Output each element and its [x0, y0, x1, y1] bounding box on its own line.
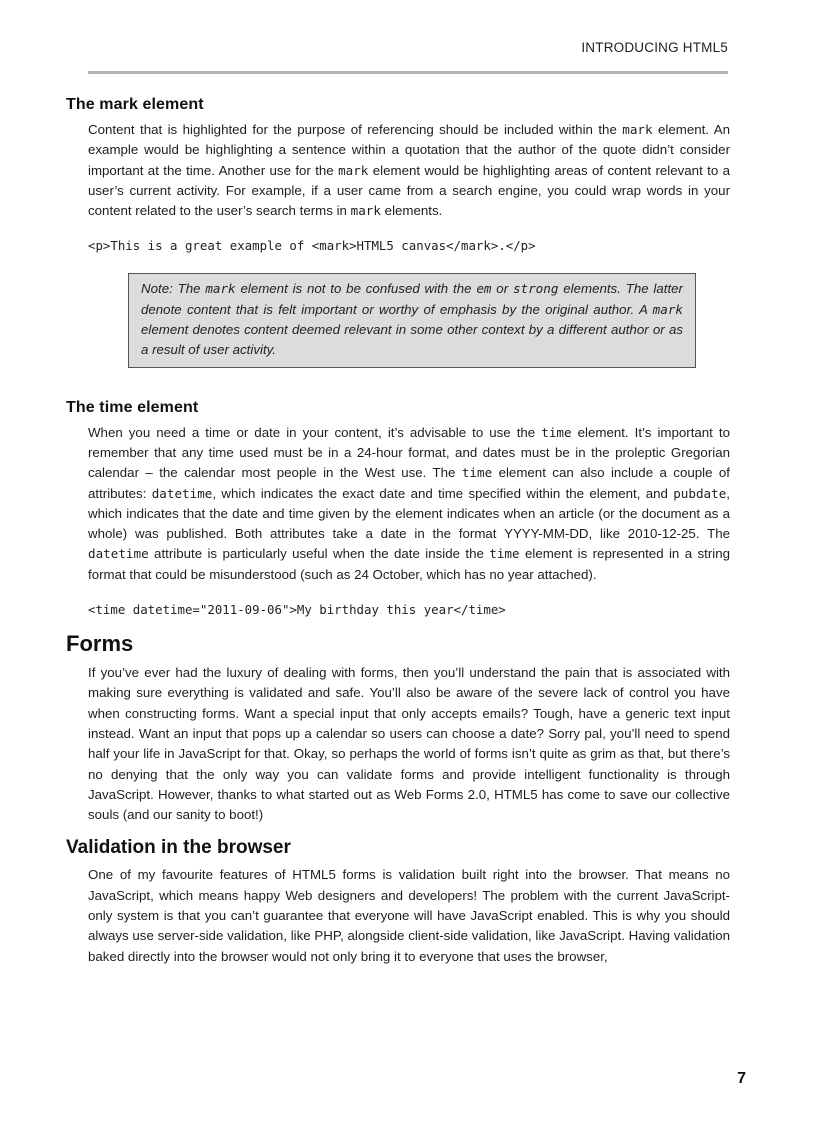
- text-run: element. An example would be highlighting a sentence within a quotation that the author of the quote didn’t consider important at the time. Another use for the: [88, 122, 730, 178]
- inline-code-mark: mark: [652, 301, 683, 317]
- time-element-section: [66, 399, 730, 617]
- text-run: , which indicates that the date and time given by the element indicates when an article (or the document as a whole) was published. Both attributes take a date in the format YYYY-MM-DD, like 2010-12-25. The: [88, 485, 730, 542]
- inline-code-mark: mark: [622, 122, 653, 137]
- mark-code-example: <p>This is a great example of <mark>HTML5 canvas</mark>.</p>: [88, 238, 536, 254]
- inline-code-mark: mark: [350, 203, 381, 219]
- page-content: [66, 96, 730, 967]
- text-run: elements. The latter denote content that is felt important or worthy of emphasis by the original author. A: [141, 281, 683, 317]
- text-run: attribute is particularly useful when the date inside the: [148, 546, 490, 562]
- inline-code-datetime: datetime: [151, 485, 213, 501]
- validation-paragraph: One of my favourite features of HTML5 forms is validation built right into the browser. That means no JavaScript, which means happy Web designers and developers! The problem with the current JavaScript-only system is that you can’t guarantee that everyone will have JavaScript enabled. This is why you should always use server-side validation, like PHP, alongside client-side validation, like JavaScript. Having validation baked directly into the browser would not only bring it to everyone that uses the browser,: [88, 867, 730, 964]
- inline-code-em: em: [476, 281, 492, 297]
- text-run: element is not to be confused with the: [235, 281, 477, 297]
- forms-section: [66, 631, 730, 825]
- inline-code-time: time: [489, 546, 520, 562]
- text-run: element is represented in a string format that could be misunderstood (such as 24 October, which has no year attached).: [88, 546, 730, 582]
- text-run: elements.: [380, 203, 443, 219]
- validation-heading: Validation in the browser: [66, 837, 291, 859]
- header-rule: [88, 71, 728, 74]
- forms-paragraph: If you’ve ever had the luxury of dealing with forms, then you’ll understand the pain that is associated with making sure everything is validated and safe. You’ll also be aware of the severe lack of control you have when constructing forms. Want a special input that only accepts emails? Tough, have a generic text input instead. Want an input that pops up a calendar so users can choose a date? Sorry pal, you’ll need to spend half your life in JavaScript for that. Okay, so perhaps the world of forms isn’t quite as grim as that, but there’s no denying that the only way you can validate forms and provide intelligent functionality is through JavaScript. However, thanks to what started out as Web Forms 2.0, HTML5 has come to save our collective souls (and our sanity to boot!): [88, 665, 730, 823]
- inline-code-strong: strong: [512, 281, 559, 297]
- note-box: [128, 273, 696, 367]
- text-run: When you need a time or date in your content, it’s advisable to use the: [88, 424, 542, 440]
- inline-code-time: time: [541, 424, 572, 440]
- page-number: 7: [737, 1070, 746, 1087]
- mark-section-heading: The mark element: [66, 96, 204, 113]
- text-run: Content that is highlighted for the purpose of referencing should be included within the: [88, 122, 623, 137]
- text-run: element. It’s important to remember that any time used must be in a 24-hour format, and dates must be in the proleptic Gregorian calendar – the calendar most people in the West use. The: [88, 424, 731, 481]
- time-section-heading: The time element: [66, 398, 199, 416]
- inline-code-pubdate: pubdate: [673, 485, 727, 501]
- text-run: element would be highlighting areas of content relevant to a user’s current activity. For example, if a user came from a search engine, you could wrap words in your content related to the user’s search terms in: [88, 162, 730, 219]
- inline-code-mark: mark: [205, 281, 236, 297]
- text-run: Note: The: [141, 281, 206, 297]
- validation-section: [66, 837, 730, 966]
- inline-code-time: time: [461, 465, 493, 481]
- text-run: or: [491, 281, 513, 297]
- time-code-example: <time datetime="2011-09-06">My birthday this year</time>: [88, 602, 506, 618]
- forms-heading: Forms: [66, 631, 134, 657]
- running-header: INTRODUCING HTML5: [581, 40, 728, 55]
- time-section-paragraph: [88, 423, 730, 585]
- text-run: , which indicates the exact date and time specified within the element, and: [212, 485, 674, 501]
- inline-code-mark: mark: [338, 162, 369, 178]
- text-run: element denotes content deemed relevant in some other context by a different author or as a result of user activity.: [141, 322, 683, 358]
- inline-code-datetime: datetime: [88, 546, 149, 562]
- text-run: element can also include a couple of attributes:: [88, 465, 730, 501]
- mark-element-section: [66, 96, 730, 368]
- mark-section-paragraph: [88, 120, 730, 221]
